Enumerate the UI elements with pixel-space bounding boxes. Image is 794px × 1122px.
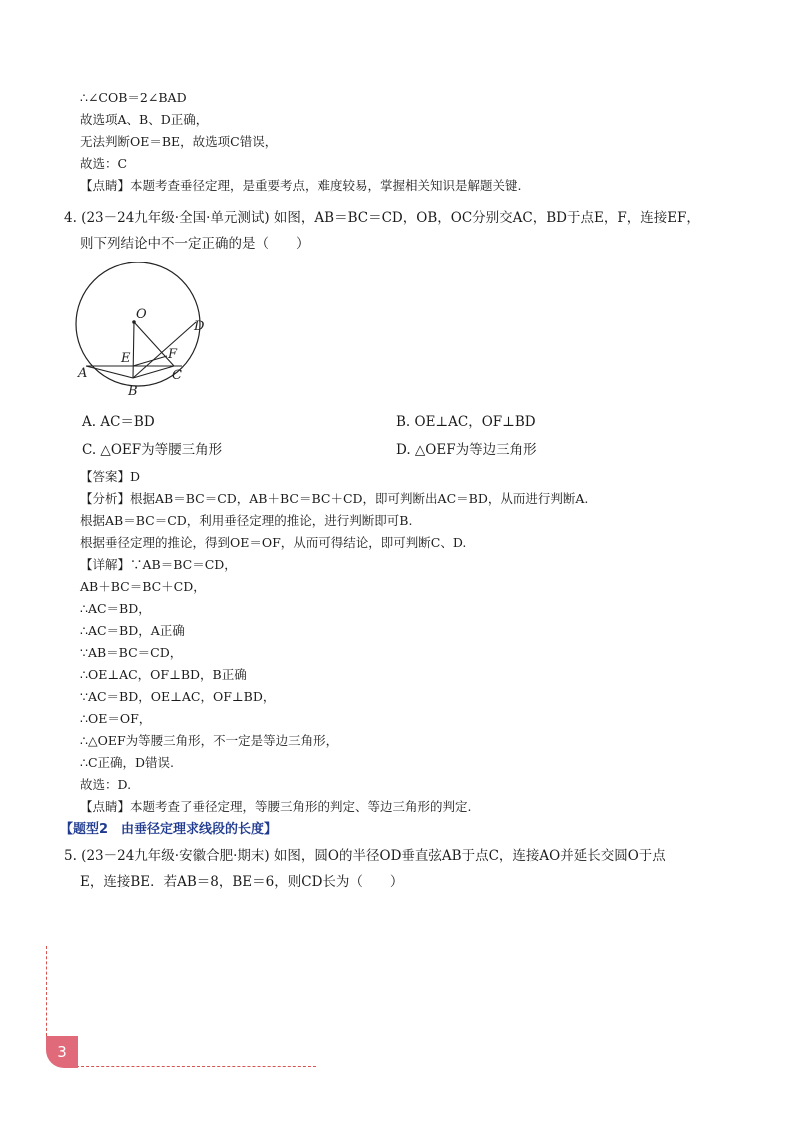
comment-line: 【点睛】本题考查垂径定理，是重要考点，难度较易，掌握相关知识是解题关键. [80, 178, 522, 193]
question-5-stem-cont: E，连接BE．若AB＝8，BE＝6，则CD长为（ ） [80, 874, 404, 890]
detail-line: 故选：D. [80, 777, 132, 792]
option-c: C. △OEF为等腰三角形 [82, 442, 223, 458]
section-title: 【题型2 由垂径定理求线段的长度】 [60, 822, 278, 837]
margin-dashed-line [46, 946, 47, 1036]
label-a: A [78, 366, 88, 381]
chord-ab [86, 366, 133, 378]
circle-figure [70, 262, 220, 402]
segment-ob [133, 322, 134, 378]
option-a: A. AC＝BD [82, 414, 155, 430]
detail-line: ∴OE⊥AC，OF⊥BD，B正确 [80, 667, 247, 682]
label-d: D [194, 319, 205, 334]
comment-line: 【点睛】本题考查了垂径定理，等腰三角形的判定、等边三角形的判定. [80, 799, 472, 814]
label-f: F [168, 347, 178, 362]
solution-line: 故选项A、B、D正确， [80, 112, 209, 127]
question-4-stem: 4. (23－24九年级·全国·单元测试) 如图，AB＝BC＝CD，OB，OC分别交AC，BD于点E，F，连接EF， [64, 210, 700, 226]
analysis-line: 【分析】根据AB＝BC＝CD，AB＋BC＝BC＋CD，即可判断出AC＝BD，从而进行判断A. [80, 491, 589, 506]
label-o: O [136, 307, 147, 322]
detail-line: AB＋BC＝BC＋CD， [80, 579, 206, 594]
detail-line: 【详解】∵AB＝BC＝CD， [80, 557, 237, 572]
question-4-stem-cont: 则下列结论中不一定正确的是（ ） [80, 236, 310, 252]
detail-line: ∴△OEF为等腰三角形，不一定是等边三角形， [80, 733, 339, 748]
answer-line: 【答案】D [80, 469, 141, 484]
detail-line: ∴OE＝OF， [80, 711, 152, 726]
solution-line: 无法判断OE＝BE，故选项C错误， [80, 134, 278, 149]
analysis-line: 根据垂径定理的推论，得到OE＝OF，从而可得结论，即可判断C、D. [80, 535, 467, 550]
label-e: E [121, 351, 131, 366]
option-b: B. OE⊥AC，OF⊥BD [396, 414, 536, 430]
solution-line: 故选：C [80, 156, 128, 171]
detail-line: ∴C正确，D错误. [80, 755, 175, 770]
detail-line: ∴AC＝BD， [80, 601, 151, 616]
detail-line: ∵AB＝BC＝CD， [80, 645, 183, 660]
segment-ef [133, 356, 167, 366]
footer-dashed-line [76, 1066, 316, 1067]
chord-bd [133, 322, 196, 378]
detail-line: ∵AC＝BD，OE⊥AC，OF⊥BD， [80, 689, 276, 704]
page-number-badge: 3 [46, 1036, 78, 1068]
option-d: D. △OEF为等边三角形 [396, 442, 537, 458]
label-c: C [172, 368, 182, 383]
solution-line: ∴∠COB＝2∠BAD [80, 90, 187, 105]
detail-line: ∴AC＝BD，A正确 [80, 623, 185, 638]
analysis-line: 根据AB＝BC＝CD，利用垂径定理的推论，进行判断即可B. [80, 513, 413, 528]
question-5-stem: 5. (23－24九年级·安徽合肥·期末) 如图，圆O的半径OD垂直弦AB于点C，连接AO并延长交圆O于点 [64, 848, 666, 864]
label-b: B [128, 384, 138, 399]
